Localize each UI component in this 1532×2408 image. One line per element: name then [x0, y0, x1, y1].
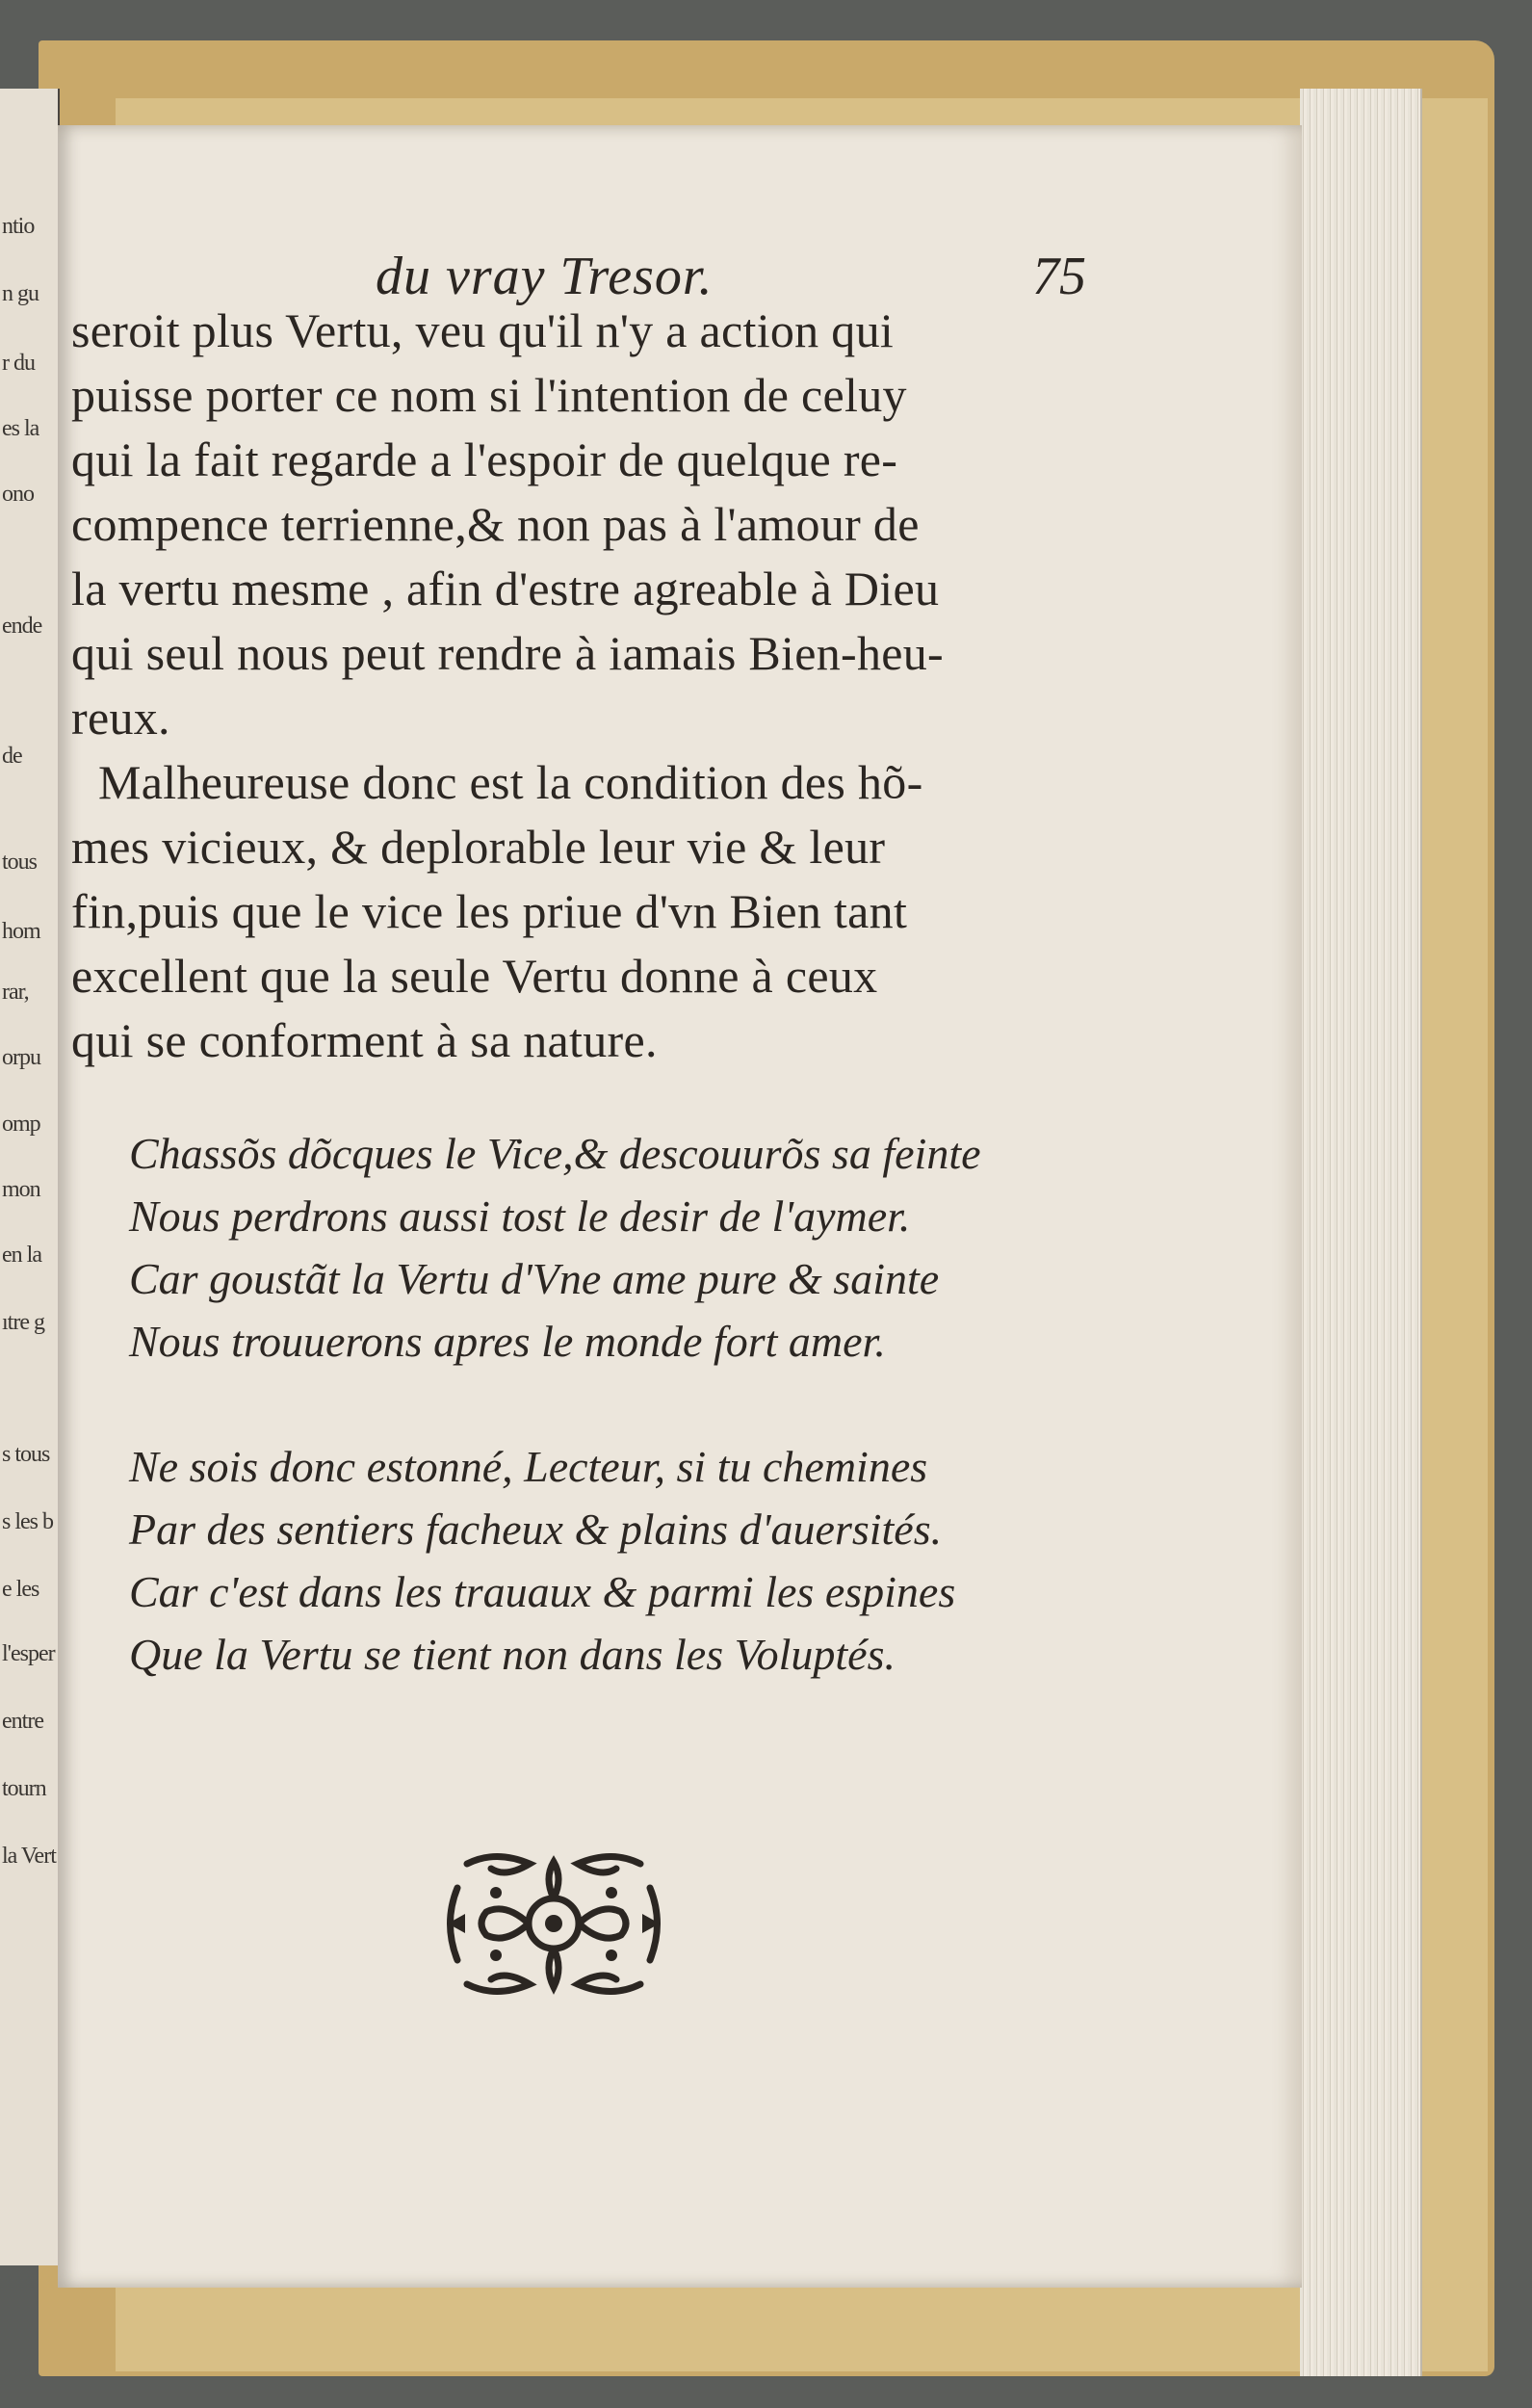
facing-page-fragment: omp: [2, 1112, 40, 1137]
book-page: [58, 125, 1302, 2288]
printers-ornament-icon: [438, 1845, 669, 2003]
facing-page-fragment: tourn: [2, 1776, 46, 1801]
verse-line: Chassõs dõcques le Vice,& descouurõs sa feinte: [129, 1129, 981, 1178]
verse-line: Que la Vertu se tient non dans les Voluptés.: [129, 1630, 896, 1679]
facing-page-fragment: hom: [2, 919, 40, 944]
facing-page-fragment: orpu: [2, 1045, 40, 1070]
body-line: mes vicieux, & deplorable leur vie & leur: [71, 820, 886, 874]
facing-page-fragment: e les: [2, 1577, 39, 1602]
facing-page-fragment: tous: [2, 850, 38, 875]
facing-page-fragment: ende: [2, 614, 42, 639]
body-line: qui la fait regarde a l'espoir de quelque re-: [71, 432, 898, 486]
facing-page-fragment: s tous: [2, 1442, 50, 1467]
running-title: du vray Tresor.: [376, 247, 714, 306]
facing-page-strip: [0, 89, 60, 2265]
facing-page-fragment: ıtre g: [2, 1310, 44, 1335]
body-line: fin,puis que le vice les priue d'vn Bien tant: [71, 884, 908, 938]
body-line: qui seul nous peut rendre à iamais Bien-heu-: [71, 626, 944, 680]
facing-page-fragment: en la: [2, 1243, 41, 1268]
body-line: compence terrienne,& non pas à l'amour de: [71, 497, 920, 551]
facing-page-fragment: n gu: [2, 281, 39, 306]
page-edges: [1300, 89, 1422, 2376]
body-line: reux.: [71, 691, 170, 745]
body-line: seroit plus Vertu, veu qu'il n'y a action qui: [71, 303, 895, 357]
facing-page-fragment: ntio: [2, 214, 35, 239]
facing-page-fragment: r du: [2, 351, 35, 376]
verse-line: Car c'est dans les trauaux & parmi les espines: [129, 1567, 956, 1616]
facing-page-fragment: de: [2, 744, 22, 769]
facing-page-fragment: rar,: [2, 980, 29, 1005]
facing-page-fragment: l'esper: [2, 1641, 55, 1666]
body-line: excellent que la seule Vertu donne à ceux: [71, 949, 878, 1003]
facing-page-fragment: s les b: [2, 1509, 53, 1534]
page-number: 75: [1032, 247, 1086, 306]
body-line: qui se conforment à sa nature.: [71, 1013, 658, 1067]
facing-page-fragment: entre: [2, 1709, 43, 1734]
facing-page-fragment: la Vert: [2, 1844, 56, 1869]
verse-line: Ne sois donc estonné, Lecteur, si tu chemines: [129, 1442, 928, 1491]
verse-line: Par des sentiers facheux & plains d'auersités.: [129, 1505, 943, 1554]
verse-line: Car goustãt la Vertu d'Vne ame pure & sainte: [129, 1254, 940, 1303]
facing-page-fragment: mon: [2, 1177, 40, 1202]
verse-line: Nous perdrons aussi tost le desir de l'aymer.: [129, 1191, 911, 1241]
facing-page-fragment: es la: [2, 416, 39, 441]
body-line: Malheureuse donc est la condition des hõ-: [98, 755, 923, 809]
body-line: la vertu mesme , afin d'estre agreable à Dieu: [71, 562, 940, 615]
facing-page-fragment: ono: [2, 482, 34, 507]
body-line: puisse porter ce nom si l'intention de celuy: [71, 368, 907, 422]
verse-line: Nous trouuerons apres le monde fort amer.: [129, 1317, 886, 1366]
